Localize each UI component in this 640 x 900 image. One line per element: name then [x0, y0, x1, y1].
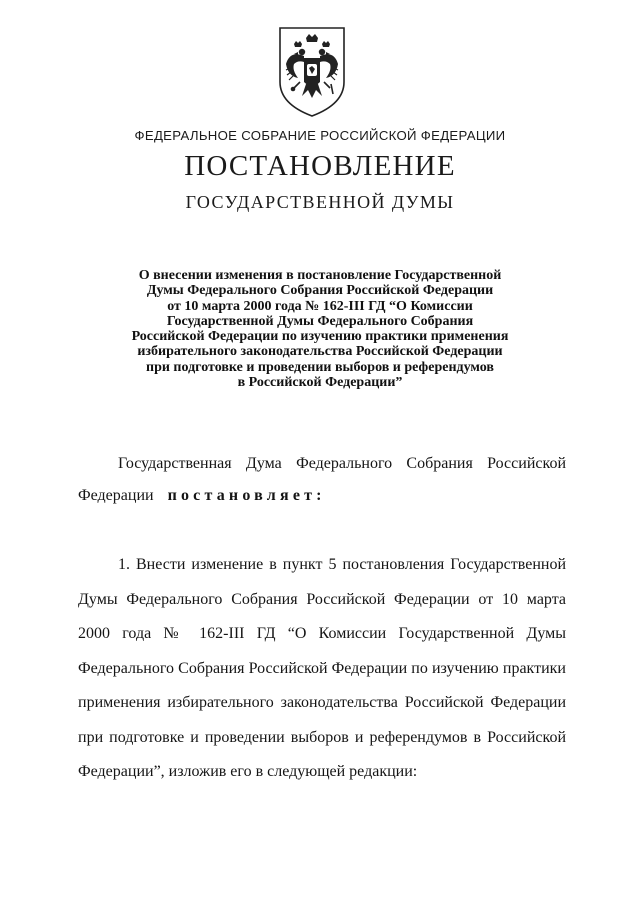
subject-line: Думы Федерального Собрания Российской Федерации	[146, 283, 494, 299]
preamble-paragraph	[78, 452, 566, 517]
item-1-line: 1. Внести изменение в пункт 5 постановления Государственной	[118, 556, 566, 573]
document-issuer: ГОСУДАРСТВЕННОЙ ДУМЫ	[185, 192, 455, 212]
russian-coat-of-arms-icon	[276, 24, 348, 120]
subject-line: от 10 марта 2000 года № 162-III ГД “О Комиссии	[167, 298, 473, 314]
item-1-line: Думы Федерального Собрания Российской Федерации от 10 марта	[78, 590, 566, 608]
subject-line: при подготовке и проведении выборов и референдумов	[146, 359, 494, 375]
preamble-line	[78, 484, 566, 517]
item-1-line: применения избирательного законодательства Российской Федерации	[78, 694, 566, 711]
preamble-line-start: Федерации	[78, 487, 154, 504]
item-1-line: Федерального Собрания Российской Федерации по изучению практики	[78, 659, 566, 677]
coat-of-arms-emblem	[276, 24, 348, 120]
item-1-line: при подготовке и проведении выборов и референдумов в Российской	[78, 728, 566, 746]
resolves-keyword: постановляет:	[167, 487, 326, 504]
item-1-line: 2000 года № 162-III ГД “О Комиссии Государственной Думы	[78, 625, 566, 642]
subject-line: Российской Федерации по изучению практики применения	[131, 329, 509, 345]
item-1-paragraph	[78, 553, 566, 795]
resolution-subject	[100, 268, 540, 390]
preamble-line: Государственная Дума Федерального Собрания Российской	[118, 455, 566, 472]
subject-line: избирательного законодательства Российской Федерации	[137, 344, 503, 360]
parliament-name: ФЕДЕРАЛЬНОЕ СОБРАНИЕ РОССИЙСКОЙ ФЕДЕРАЦИИ	[134, 128, 506, 143]
subject-line: О внесении изменения в постановление Государственной	[138, 268, 502, 283]
subject-line: в Российской Федерации”	[237, 375, 403, 391]
item-1-line: Федерации”, изложив его в следующей редакции:	[78, 763, 418, 780]
subject-line: Государственной Думы Федерального Собрания	[166, 313, 474, 329]
document-type-title: ПОСТАНОВЛЕНИЕ	[184, 150, 456, 182]
